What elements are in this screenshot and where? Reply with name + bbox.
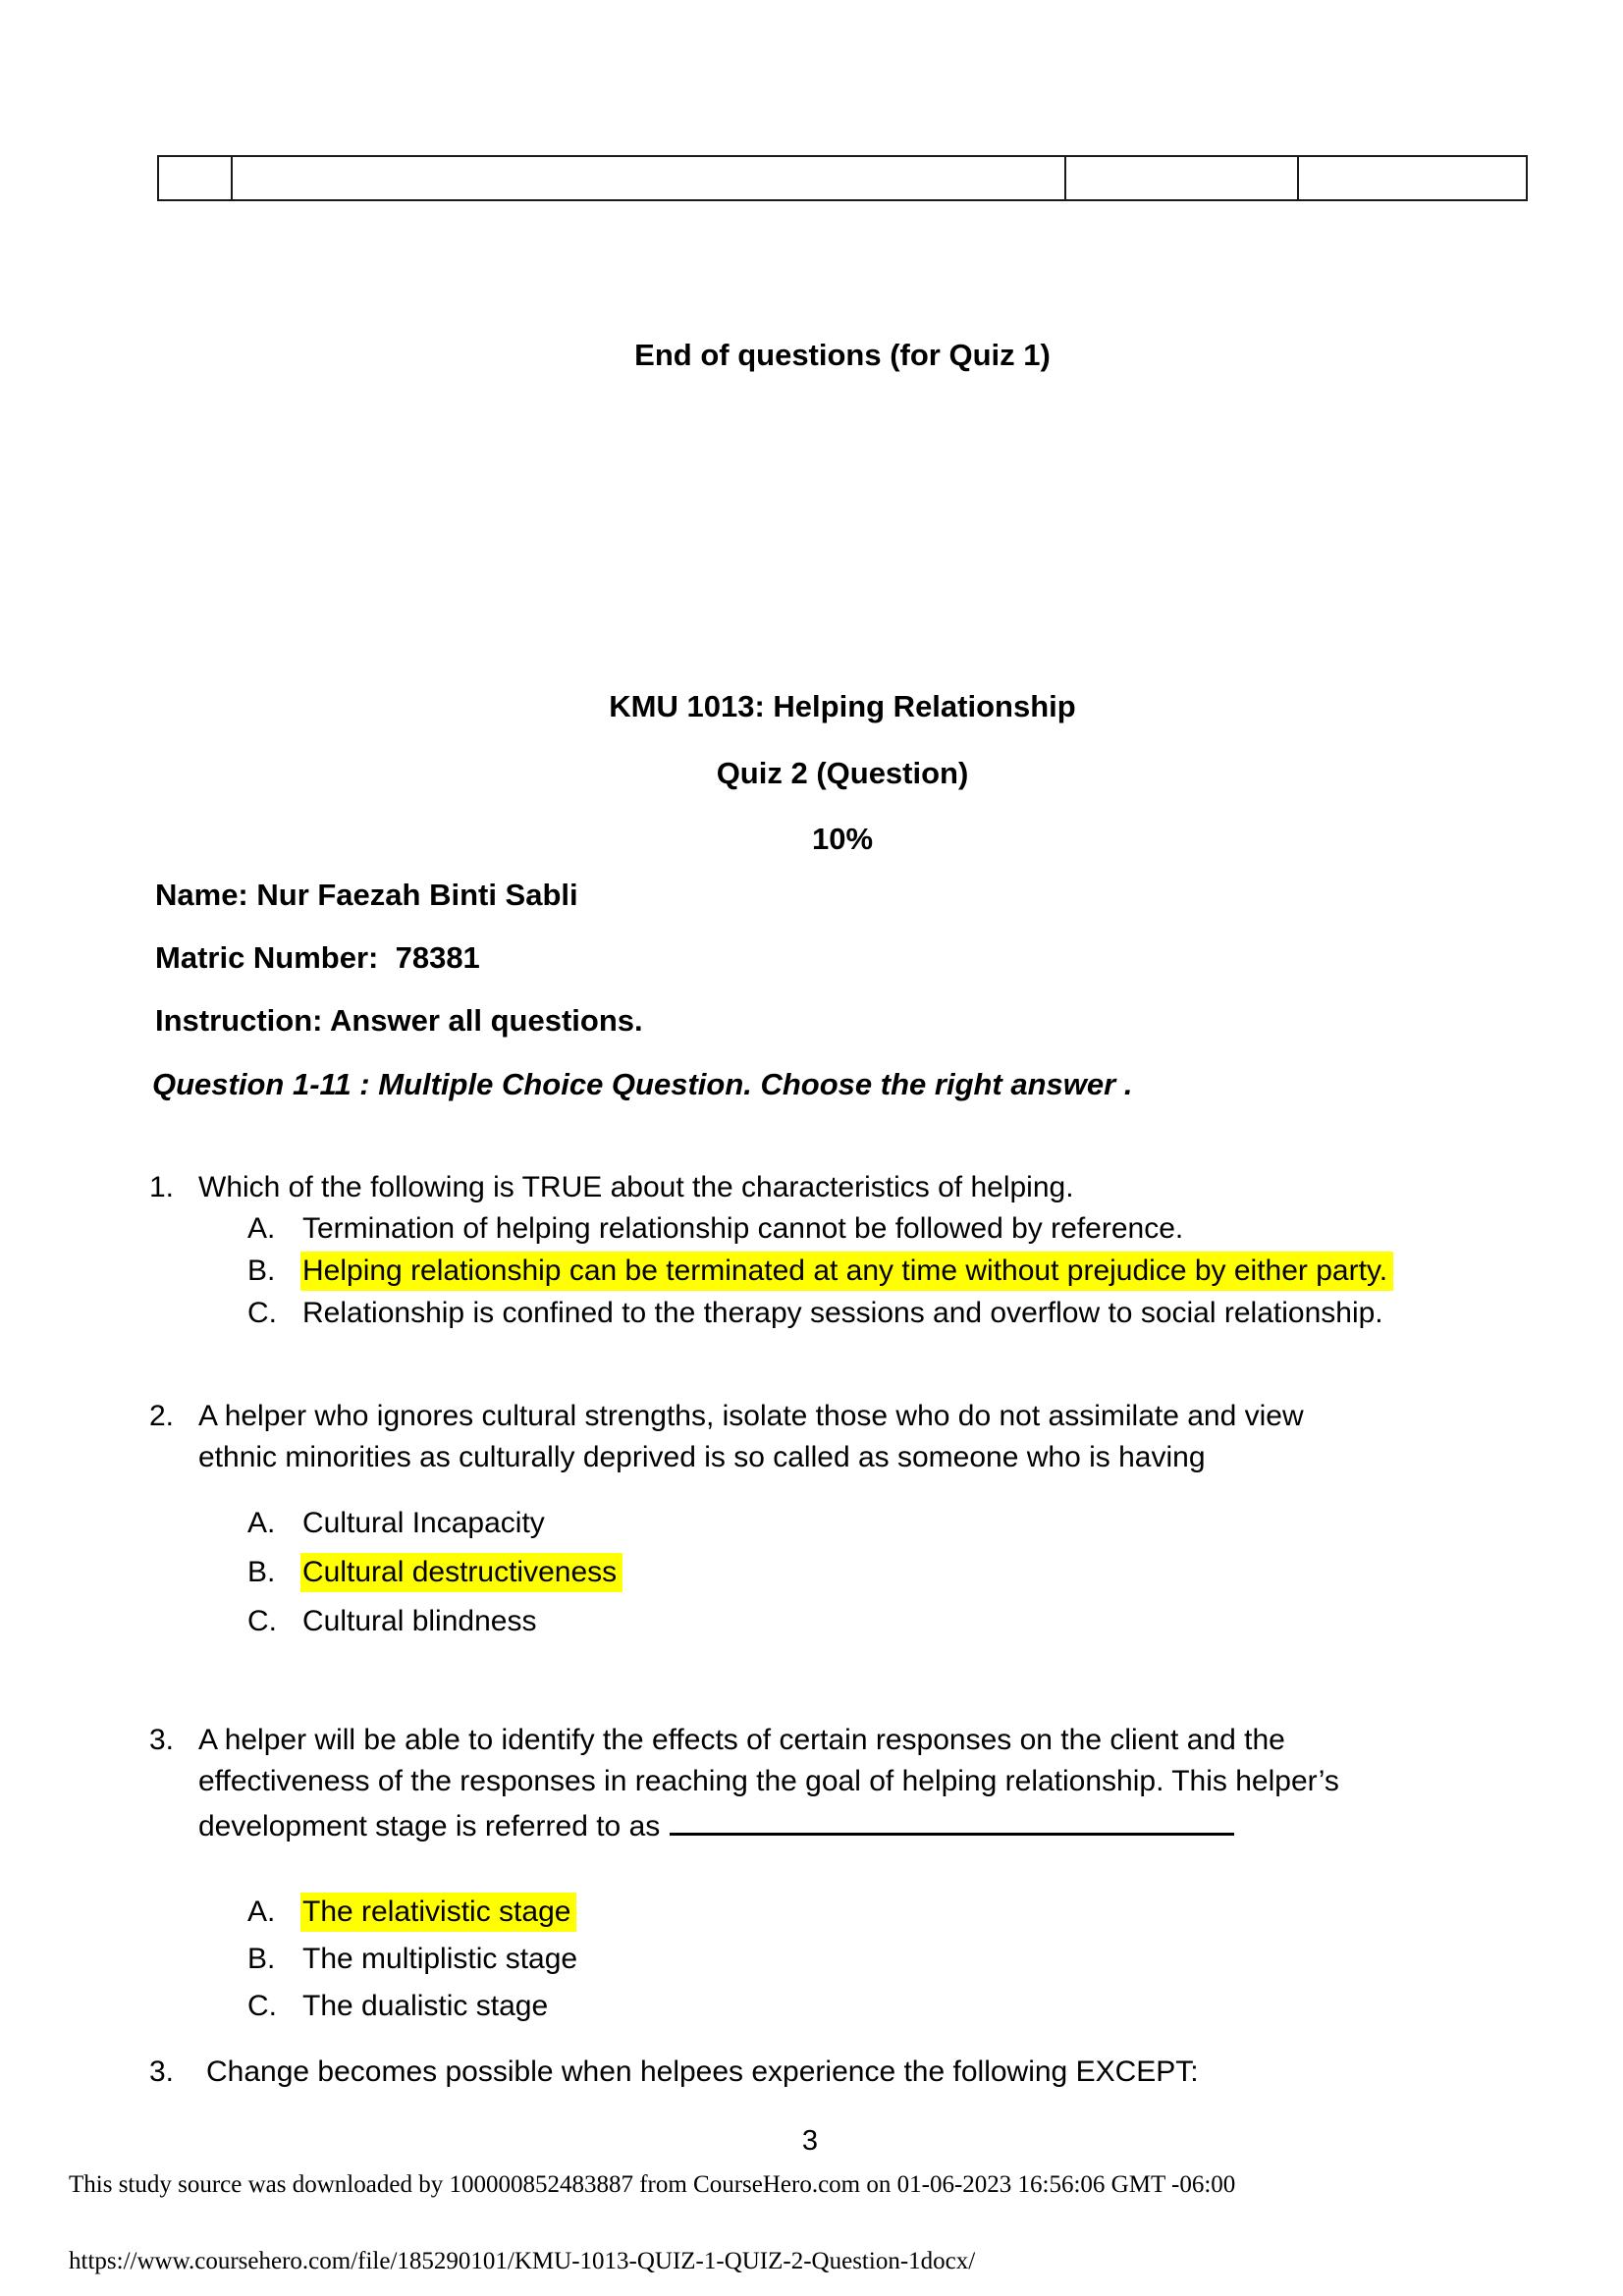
question-3-option-b-letter: B. <box>247 1943 276 1975</box>
header-table-cell-4 <box>1299 157 1526 199</box>
question-3-option-c-text: The dualistic stage <box>302 1990 549 2022</box>
mcq-instruction-line: Question 1-11 : Multiple Choice Question. Choose the right answer . <box>152 1067 1133 1101</box>
question-1-option-c-letter: C. <box>247 1297 277 1329</box>
question-3b-text: Change becomes possible when helpees experience the following EXCEPT: <box>206 2056 1199 2088</box>
header-table <box>157 155 1528 201</box>
fill-in-blank-underline <box>670 1802 1234 1836</box>
student-name-line: Name: Nur Faezah Binti Sabli <box>155 878 578 912</box>
page-number: 3 <box>801 2125 819 2157</box>
answer-highlight: The relativistic stage <box>300 1893 576 1932</box>
end-of-questions-heading: End of questions (for Quiz 1) <box>634 338 1051 372</box>
question-2-number: 2. <box>149 1400 175 1432</box>
footer-url: https://www.coursehero.com/file/185290101/KMU-1013-QUIZ-1-QUIZ-2-Question-1docx/ <box>69 2248 976 2274</box>
answer-highlight: Cultural destructiveness <box>300 1553 622 1592</box>
header-table-cell-2 <box>233 157 1066 199</box>
question-3-text <box>198 1720 1504 1847</box>
question-1-option-b-letter: B. <box>247 1255 276 1287</box>
question-2-line-1: A helper who ignores cultural strengths, isolate those who do not assimilate and view <box>198 1400 1304 1432</box>
question-2-option-b-text <box>302 1553 622 1592</box>
quiz-weight: 10% <box>811 822 874 856</box>
instruction-line: Instruction: Answer all questions. <box>155 1003 643 1038</box>
question-3b-number: 3. <box>149 2056 175 2088</box>
question-3-option-a-letter: A. <box>247 1896 276 1928</box>
question-3-line-1: A helper will be able to identify the effects of certain responses on the client and the <box>198 1724 1285 1756</box>
question-1-option-a-text: Termination of helping relationship cannot be followed by reference. <box>302 1212 1184 1245</box>
question-3-line-2: effectiveness of the responses in reaching the goal of helping relationship. This helper’s <box>198 1765 1339 1797</box>
question-1-number: 1. <box>149 1171 175 1203</box>
question-1-option-a-letter: A. <box>247 1212 276 1245</box>
header-table-cell-1 <box>159 157 233 199</box>
quiz-title: Quiz 2 (Question) <box>716 756 969 790</box>
question-1-text: Which of the following is TRUE about the characteristics of helping. <box>198 1171 1074 1203</box>
question-1-option-b-text <box>302 1252 1393 1291</box>
question-2-option-c-letter: C. <box>247 1605 277 1637</box>
question-2-line-2: ethnic minorities as culturally deprived is so called as someone who is having <box>198 1441 1206 1473</box>
question-1-option-c-text: Relationship is confined to the therapy sessions and overflow to social relationship. <box>302 1297 1383 1329</box>
question-3-option-b-text: The multiplistic stage <box>302 1943 578 1975</box>
answer-highlight: Helping relationship can be terminated at any time without prejudice by either party. <box>300 1252 1393 1291</box>
course-title: KMU 1013: Helping Relationship <box>609 689 1076 723</box>
question-2-text <box>198 1396 1504 1478</box>
question-3-option-c-letter: C. <box>247 1990 277 2022</box>
footer-download-note: This study source was downloaded by 100000852483887 from CourseHero.com on 01-06-2023 16:56:06 GMT -06:00 <box>69 2171 1236 2198</box>
header-table-cell-3 <box>1066 157 1299 199</box>
question-3-line-3: development stage is referred to as <box>198 1802 1504 1847</box>
question-2-option-a-letter: A. <box>247 1507 276 1539</box>
question-2-option-b-letter: B. <box>247 1556 276 1588</box>
matric-number-line: Matric Number: 78381 <box>155 940 480 975</box>
question-3-option-a-text <box>302 1893 576 1932</box>
question-3-number: 3. <box>149 1724 175 1756</box>
question-2-option-a-text: Cultural Incapacity <box>302 1507 545 1539</box>
question-2-option-c-text: Cultural blindness <box>302 1605 537 1637</box>
